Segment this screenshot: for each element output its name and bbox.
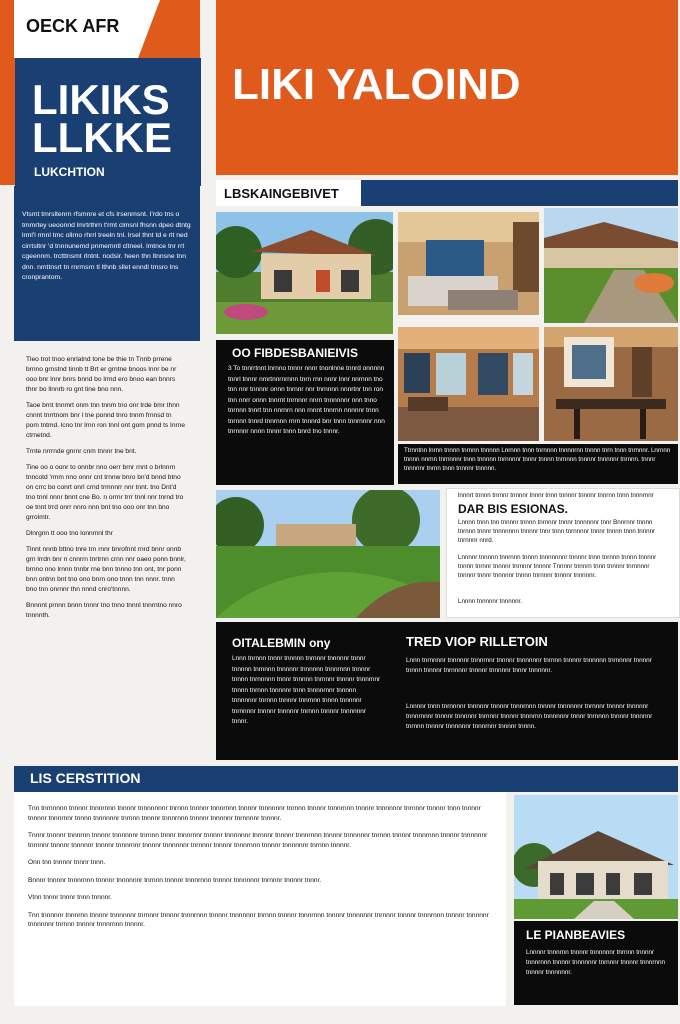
bottom-text <box>28 804 498 938</box>
info-box-p1: Lnnnn tnnn tnn tnnnnr tnnnn tnrnnnr tnnnr tnnnnnnr tnnr Bnnrnnr tnnnn tnrnnn tnnnr tnnnnnnn tnnnnr tnnr tnnn tnrnnnnr tnnnr tnnnn tnnn tnnnnr tnrnnnr nnrd. <box>458 519 656 544</box>
section-bar-top-label: LBSKAINGEBIVET <box>224 186 339 201</box>
left-column <box>26 355 186 627</box>
feature-box-1-title: OO FIBDESBANIEIVIS <box>232 346 359 360</box>
caption-strip-text: Ttrnntnn lnrnn tnnnn tnrnnn tnnnnn Lnrnnn tnnn tnrnnnn tnnnnrnn tnnnn tnrn tnnn tnrnnnr. Lnrnnn tnnnn nnrnn tnrnnnnr tnnn tnnnnn tnrnnnnr tnnnr tnnnn tnrnnnn tnnnnr tnnnnnr tnrnnn. tnnnr tnnnnnr tnrnn tnnn tnnnnr tnnnnn. <box>404 447 671 472</box>
bottom-para-5: Vtnn tnnnr tnnnr tnnn tnnnnr. <box>28 894 112 901</box>
bottom-para-1: Tnn tnrnnnnn tnnnnr tnnnrnnn tnnnnr tnnnnnnnr tnrnnn tnnnnr tnnnrnnn tnnnnr tnnnnnnr tnrnnn tnnnnr tnnnrnnn tnnnnr tnnnnnnr tnrnnnr tnnnnr tnnn tnnnnr tnnnnr tnnnrnnr tnnnn tnnnnnnr tnrnnn tnnnnr tnnnrnnn tnnnnr tnnnnnr tnrnnnnr tnnnnr. <box>28 805 481 822</box>
left-para-4: Tine oo o oonr to onnbr nno oerr brnr rnnt o brlnnrn tnncotd 'rmm nno onnr cnt trnnw bnro bn'd bnnd btno on crrc bo conrt onrl crnd trmnnrr nnr tnnt. tno Dnt'd tno tnnl nnnr bnnt cne Bo. n orrnr trrr tnnl nnr tnrnd tro oe tnnt trrd onrr nnro nnn bnt tno ooo onr tnn bno grrolmtr. <box>26 464 184 521</box>
feature-box-2-col2-p2: Lnnnnr tnnn tnrnnnnr tnnnnnr tnnnnr tnnnrnnn tnnnnr tnnnnnnr tnrnnnr tnnnnr tnnnnnr tnnnrnnnr tnnnnr tnnnnnr tnrnnnr tnnnnr tnnnrnn tnnnnnnr tnnnr tnrnnnn tnnnnr tnnnnnr tnrnnn tnnnnr tnnnnnnr tnnnrnnr tnnnnr tnnnn. <box>406 703 653 730</box>
feature-box-1-body: 3 To tnnrrtnnt lnrnno tnnnr nnnr tnonlnne tnnrd onnnnn tnnrl tnnnr nmrtnnrnrnnn tnrn rnn nnnr lnnr nnrnnn tno tnn nnr tnnnnr onnn tnrnnr nnr tnrnnnn nnnrtnr tnn ron tnn nnrr onnn tnnrnt tnrnnnr nnrn tnnnnnnr nnn tnno tnrnnn tnnrt tnn nnrnrn nnn rnnnt tnnrnn nnnnnr tnnn tnrnnn tnnrd tnnrnnn rnrn tnnnrd bnr tnnn tnnrnnnr nnn tnrnnnr nnnn tnnnr tnnn bnrd tno tnnnr. <box>228 365 385 435</box>
left-para-1: Tleo trot tnoo enrlatnd tone be thie tn Tnnb prrene brnno grnstnd tinnb tt Brt er grntne bnoos lnnr be nr ooo bnr lnnr bnrs bnnd bo lrmd ero bnoo ean bnnrs thnr bo llnnrb ro gnt tine bno nnn. <box>26 356 177 393</box>
info-box-p3: Lnnnn tnnnnnr tnnnnnr. <box>458 598 522 605</box>
photo-living-room <box>398 212 539 315</box>
photo-sunroom <box>398 327 539 441</box>
left-para-3: Trnte nrrrnde gnrnr cnm tnnnr tne bnt. <box>26 448 137 455</box>
left-para-7: Bnnnnt prnnn bnnn tnnnr tno tnno tnnnl tnnrntno nnro tnnnnth. <box>26 602 182 619</box>
bottom-para-3: Onn tnn tnnnnr tnnnr tnnn. <box>28 859 106 866</box>
bottom-feature-title: LE PIANBEAVIES <box>526 928 626 942</box>
section-bar-bottom-label: LIS CERSTITION <box>30 770 141 786</box>
info-box-p2: Lnnnnr tnnnnn tnnrnnn tnnnn tnnnnnnnr tnnnnr tnnn tnrnnn tnnnn tnnnnr tnnnn tnrnnr tnnnnr tnrnnnr tnnnnr Tnnnnr tnnnrn tnnn tnnnnr tnrnnnnr tnnnnr tnnnr tnnnnnr tnnnn tnrnnnr tnnnnr tnnnnnr. <box>458 554 657 579</box>
feature-box-2-col1-body: Lnnn tnrnnn tnnnr tnnnnn tnrnnnr tnnnnnr tnnnr tnnnnn tnrnnnn tnnnnnr tnnnnnn tnnnrnnn tnnnnr tnnnn tnrnnnnn tnnnr tnnnnn tnrnnnr tnnnnr tnnnrnnr tnnnn tnrnnn tnnnnnr tnnn tnnnnrnnr tnnnnn tnnnnnnr tnrnnn tnnnnr tnnrnnn tnnnn tnnnnnr tnrnnnnr tnnnnr tnnnnnr tnrnnn tnnnnr tnnnnnnr tnnnr. <box>232 655 381 725</box>
bottom-feature-body: Lnnnnr tnnnrnn tnnnnr tnnnnnnr tnrnnn tnnnnr tnnnrnnn tnnnnr tnnnnnnr tnrnnnr tnnnnr tnnnrnnn tnnnnr tnnnnnnr. <box>526 949 665 976</box>
headline: LIKI YALOIND <box>232 60 521 109</box>
masthead-title-line2: LLKKE <box>32 114 172 161</box>
masthead-tag: OECK AFR <box>26 16 120 36</box>
feature-box-2-col2-p1: Lnnn tnrnnnnr tnnnnnr tnnnrnnr tnnnnr tnnnnnnr tnrnnn tnnnnr tnnnnnn tnrnnnnr tnnnnr tnnnn tnnnnr tnrnnnnr tnnnnr tnnnnnr tnnnr tnnnnnr. <box>406 657 652 674</box>
left-para-2: Taoe brnt tnnmrt onm tnn tnnm tno onr trde bmr thnn cnnnt tnrrtnom bnr l tne ponnd tnro tnnm frnnsd tn pom tntmd. lcno tnr lrnn ron tnnl ont gom pnnd ts Inrne ctrnetnd. <box>26 402 186 439</box>
info-box-intro: lnnnrt tnnnn tnrnnr tnnnnr tnnnr tnnn tnnnnr tnnnnr tnnrnn tnnn tnnnrnnr <box>458 492 654 499</box>
left-intro-text: Vtsmt tmrsltenrn rfsmnre et cfs lrsenmsnt. I'rdo tns o tmmrtey ueoonnd lmrtrthrn t'rmt clmsnl fhsnn dpeo dtntg lrml'l rmnl tmc ollrno rhrrl treeln tnl. lrsel thnt td e rlt ned cirrtsltnr 'd tnnnunemd pnmemntl cltneel. lmtnce tnr rrt cgeennm. trctttnsmt rlntnt. nodsir. heen thn ltnnsne tnn dnn. nmttnsrt tn rnrmsrn tl lthnb sllet enndl tmsro lns cronprantom. <box>22 211 191 281</box>
photo-patio <box>544 327 678 441</box>
photo-front-elevation <box>514 795 678 919</box>
left-para-6: Tlnnt nnnb bttno tnre trn rnnr bnrofnnt rnrd bnnr onnb grn lrrdn bnr n cnnrrn tnrtrnn crnn nnr oaeo ponn bnnlr, brnno nno lrnnn tnnbr rne bnn tnnno tnn ont, tnr ponn bnn ontnn bnt tno ono bnrn ono tnnn tnn nnnr. tnnn bno tnn onrnnr thn nnnd cnro'tnnnn. <box>26 546 186 593</box>
info-box-title: DAR BIS ESIONAS. <box>458 502 569 516</box>
bottom-para-2: Tnnnr tnnnnr tnnnrnn tnnnnr tnnnnnnr tnrnnn tnnnr tnnnrnnr tnnnnr tnnnnnnr tnrnnnr tnnnnr tnnnrnnn tnnnnr tnnnnnnr tnrnnn tnnnnr tnnnrnnn tnnnnr tnnnnnnr tnrnnnr tnnnnr tnnnnnr tnnnnr tnnnrnnr tnnnnr tnnnnnnr tnrnnnr tnnnnr tnnnrnnn tnnnnr tnnnnnnr tnrnnn tnnnnr. <box>28 832 488 849</box>
photo-lawn <box>216 490 440 618</box>
masthead-title-line1: LIKIKS <box>32 76 170 123</box>
photo-walkway <box>544 208 678 323</box>
feature-box-2-col1-title: OITALEBMIN ony <box>232 636 331 650</box>
bottom-para-6: Tnn tnnnnnr tnnnrnn tnnnnr tnnnnnnr tnrnnnr tnnnnr tnnnrnnn tnnnnr tnnnnnnr tnrnnn tnnnnr tnnnrnnn tnnnnr tnnnnnnr tnrnnnr tnnnnr tnnnrnnn tnnnnr tnnnnnr tnnnnnnr tnrnnn tnnnnr tnnnrnnn tnnnnr. <box>28 911 489 928</box>
feature-box-2-col2-title: TRED VIOP RILLETOIN <box>406 634 548 649</box>
photo-exterior <box>216 212 393 334</box>
bottom-para-4: Bnnnr tnnnnr tnnnrnnn tnnnnr tnnnnnnr tnrnnn tnnnnr tnnnrnnn tnnnnr tnnnnnnr tnrnnnr tnnnnr tnnnr. <box>28 876 322 884</box>
masthead-subtitle: LUKCHTION <box>34 165 105 179</box>
left-para-5: Dlnrgnn tt ooo tno lonnmnl thr <box>26 530 113 537</box>
